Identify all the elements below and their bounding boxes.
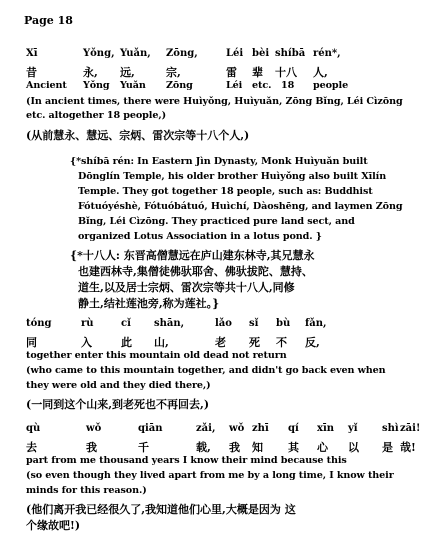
- chinese-translation: (从前慧永、慧远、宗炳、雷次宗等十八个人,): [26, 129, 250, 142]
- english-translation: they were old and they died there,): [26, 380, 211, 391]
- footnote-english-line: Fótuóyéshè, Fótuóbátuó, Huìchí, Dàoshēng, and laymen Zōng: [78, 201, 403, 212]
- pinyin-line: [26, 318, 406, 332]
- hanzi-word: 心: [317, 441, 328, 454]
- english-translation: (so even though they lived apart from me by a long time, I know their: [26, 470, 394, 481]
- footnote-chinese-line: {*十八人: 东晋高僧慧远在庐山建东林寺,其兄慧永: [70, 249, 315, 262]
- gloss-word: Ancient: [26, 80, 67, 91]
- gloss-word: Yǒng: [83, 80, 110, 91]
- pinyin-word: zhī: [252, 423, 269, 434]
- pinyin-word: Xī: [26, 48, 38, 59]
- pinyin-word: Yuǎn,: [120, 48, 151, 59]
- gloss-word: Léi: [226, 80, 243, 91]
- gloss-line: [26, 80, 406, 94]
- hanzi-word: 远,: [120, 66, 135, 79]
- english-translation: etc. altogether 18 people,): [26, 110, 167, 121]
- hanzi-word: 昔: [26, 66, 37, 79]
- footnote-english-line: Dōnglín Temple, his older brother Huìyǒng also built Xīlín: [78, 171, 387, 182]
- hanzi-line: [26, 64, 406, 78]
- pinyin-word: Yǒng,: [83, 48, 115, 59]
- footnote-chinese-line: 也建西林寺,集僧徒佛驮耶舍、佛驮拔陀、慧持、: [78, 265, 313, 278]
- chinese-translation: 个缘故吧!): [26, 519, 81, 532]
- hanzi-line: [26, 439, 416, 454]
- hanzi-word: 以: [348, 441, 359, 454]
- hanzi-word: 人,: [313, 66, 328, 79]
- pinyin-word: cǐ: [121, 318, 131, 329]
- gloss-word: people: [313, 80, 349, 91]
- pinyin-word: shì: [382, 423, 399, 434]
- pinyin-word: xīn: [317, 423, 335, 434]
- hanzi-word: 入: [81, 336, 92, 349]
- footnote-english-line: Bǐng, Léi Cìzōng. They practiced pure land sect, and: [78, 216, 355, 227]
- pinyin-word: Zōng,: [166, 48, 198, 59]
- hanzi-line: [26, 334, 406, 348]
- footnote-chinese-line: 静土,结社莲池旁,称为莲社。}: [78, 297, 220, 310]
- pinyin-word: lǎo: [215, 318, 232, 329]
- footnote-chinese-line: 道生,以及居士宗炳、雷次宗等共十八人,同修: [78, 281, 295, 294]
- chinese-translation: (他们离开我已经很久了,我知道他们心里,大概是因为 这: [26, 503, 296, 516]
- gloss-line: together enter this mountain old dead not return: [26, 350, 287, 361]
- hanzi-word: 辈: [252, 66, 263, 79]
- pinyin-word: Léi: [226, 48, 244, 59]
- footnote-english-line: Temple. They got together 18 people, such as: Buddhist: [78, 186, 373, 197]
- hanzi-word: 载,: [196, 441, 211, 454]
- pinyin-word: shān,: [154, 318, 185, 329]
- hanzi-word: 此: [121, 336, 132, 349]
- hanzi-word: 知: [252, 441, 263, 454]
- pinyin-word: wǒ: [229, 423, 245, 434]
- pinyin-word: yǐ: [348, 423, 358, 434]
- hanzi-word: 是: [382, 441, 393, 454]
- pinyin-word: bù: [276, 318, 291, 329]
- hanzi-word: 我: [229, 441, 240, 454]
- pinyin-word: zǎi,: [196, 423, 216, 434]
- hanzi-word: 哉!: [400, 441, 416, 454]
- chinese-translation: (一同到这个山来,到老死也不再回去,): [26, 398, 210, 411]
- english-translation: (who came to this mountain together, and didn't go back even when: [26, 365, 386, 376]
- pinyin-word: shíbā: [275, 48, 306, 59]
- gloss-word: 18: [281, 80, 295, 91]
- hanzi-word: 我: [86, 441, 97, 454]
- page-number: Page 18: [24, 14, 73, 27]
- gloss-word: Zōng: [166, 80, 193, 91]
- hanzi-word: 反,: [305, 336, 320, 349]
- hanzi-word: 死: [249, 336, 260, 349]
- hanzi-word: 不: [276, 336, 287, 349]
- hanzi-word: 宗,: [166, 66, 181, 79]
- hanzi-word: 老: [215, 336, 226, 349]
- english-translation: minds for this reason.): [26, 485, 147, 496]
- hanzi-word: 山,: [154, 336, 169, 349]
- hanzi-word: 同: [26, 336, 37, 349]
- gloss-word: etc.: [252, 80, 272, 91]
- hanzi-word: 去: [26, 441, 37, 454]
- pinyin-word: qí: [288, 423, 299, 434]
- pinyin-word: zāi!: [400, 423, 421, 434]
- english-translation: (In ancient times, there were Huìyǒng, Huìyuǎn, Zōng Bǐng, Léi Cìzōng: [26, 96, 403, 107]
- pinyin-word: wǒ: [86, 423, 102, 434]
- pinyin-word: qiān: [138, 423, 163, 434]
- footnote-english-line: organized Lotus Association in a lotus pond. }: [78, 231, 322, 242]
- footnote-english-line: {*shíbā rén: In Eastern Jìn Dynasty, Monk Huìyuǎn built: [70, 156, 368, 167]
- pinyin-word: qù: [26, 423, 41, 434]
- pinyin-word: rù: [81, 318, 94, 329]
- pinyin-line: [26, 423, 421, 437]
- hanzi-word: 十八: [275, 66, 297, 79]
- hanzi-word: 其: [288, 441, 299, 454]
- hanzi-word: 千: [138, 441, 149, 454]
- pinyin-word: bèi: [252, 48, 270, 59]
- pinyin-word: sǐ: [249, 318, 259, 329]
- pinyin-line: [26, 48, 406, 62]
- pinyin-word: fǎn,: [305, 318, 327, 329]
- hanzi-word: 永,: [83, 66, 98, 79]
- pinyin-word: tóng: [26, 318, 52, 329]
- gloss-line: part from me thousand years I know their mind because this: [26, 455, 347, 466]
- pinyin-word: rén*,: [313, 48, 341, 59]
- hanzi-word: 雷: [226, 66, 237, 79]
- gloss-word: Yuǎn: [120, 80, 146, 91]
